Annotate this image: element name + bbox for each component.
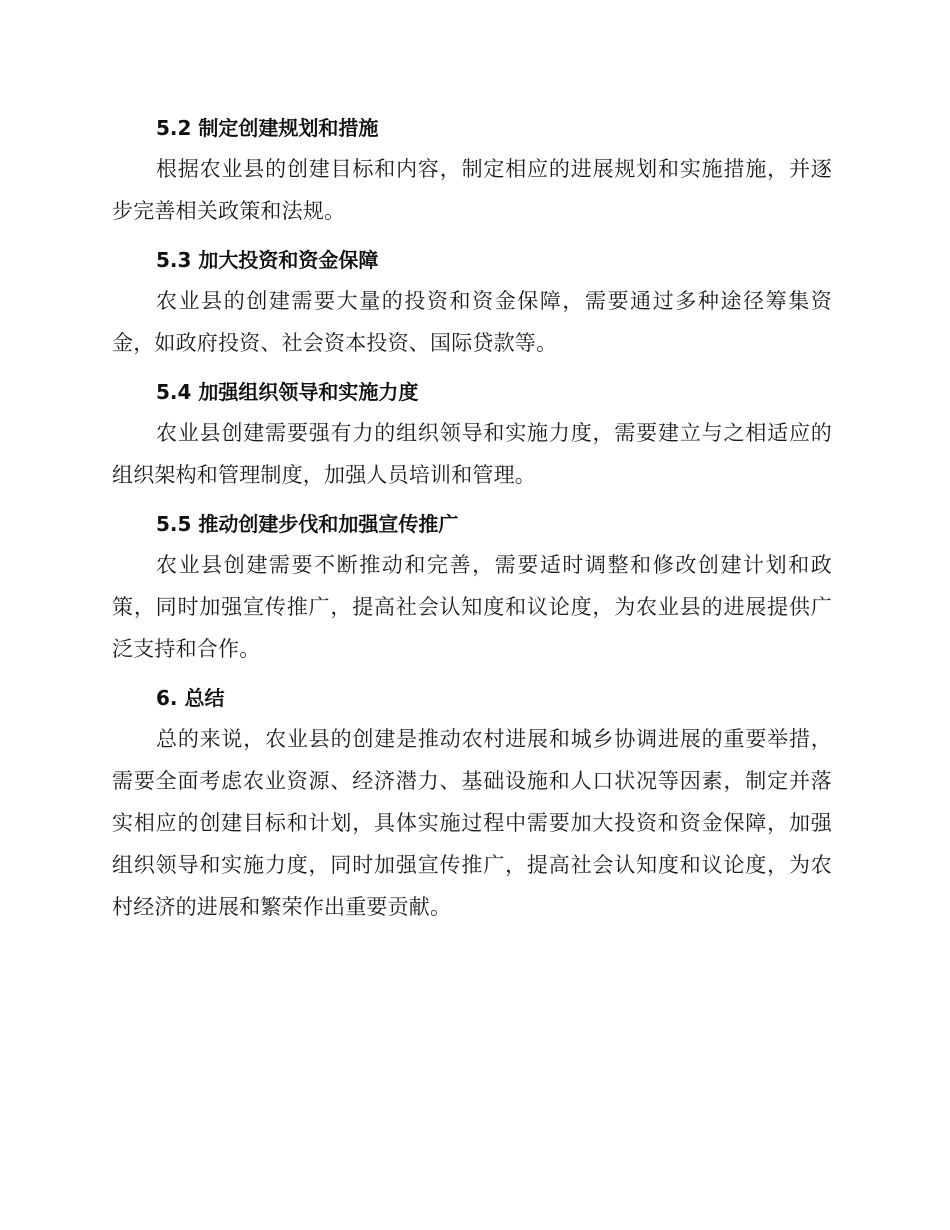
section-6-summary bbox=[112, 678, 832, 928]
section-paragraph: 根据农业县的创建目标和内容，制定相应的进展规划和实施措施，并逐步完善相关政策和法规。 bbox=[112, 157, 832, 223]
section-heading: 5.4 加强组织领导和实施力度 bbox=[156, 380, 419, 404]
section-heading: 6. 总结 bbox=[156, 686, 225, 710]
section-paragraph: 农业县创建需要强有力的组织领导和实施力度，需要建立与之相适应的组织架构和管理制度，加强人员培训和管理。 bbox=[112, 421, 832, 487]
section-5-2 bbox=[112, 108, 832, 232]
section-paragraph: 农业县创建需要不断推动和完善，需要适时调整和修改创建计划和政策，同时加强宣传推广，提高社会认知度和议论度，为农业县的进展提供广泛支持和合作。 bbox=[112, 553, 832, 661]
section-5-3 bbox=[112, 240, 832, 364]
section-heading: 5.5 推动创建步伐和加强宣传推广 bbox=[156, 512, 459, 536]
section-heading: 5.3 加大投资和资金保障 bbox=[156, 248, 379, 272]
section-5-5 bbox=[112, 504, 832, 670]
document-body bbox=[112, 108, 832, 936]
section-paragraph: 总的来说，农业县的创建是推动农村进展和城乡协调进展的重要举措，需要全面考虑农业资源、经济潜力、基础设施和人口状况等因素，制定并落实相应的创建目标和计划，具体实施过程中需要加大投资和资金保障，加强组织领导和实施力度，同时加强宣传推广，提高社会认知度和议论度，为农村经济的进展和繁荣作出重要贡献。 bbox=[112, 727, 832, 919]
section-paragraph: 农业县的创建需要大量的投资和资金保障，需要通过多种途径筹集资金，如政府投资、社会资本投资、国际贷款等。 bbox=[112, 289, 832, 355]
section-5-4 bbox=[112, 372, 832, 496]
section-heading: 5.2 制定创建规划和措施 bbox=[156, 116, 379, 140]
